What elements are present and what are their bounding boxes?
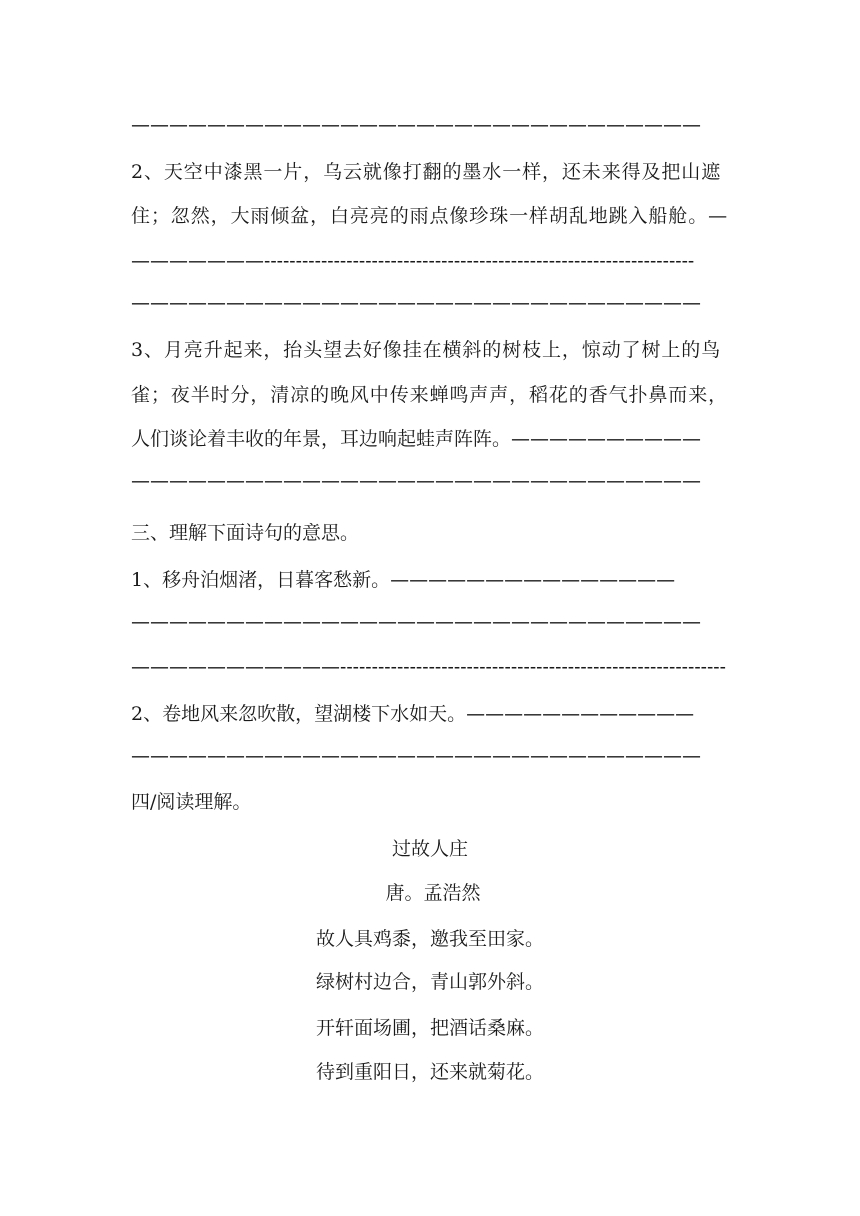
poem-line: 待到重阳日，还来就菊花。 <box>315 1061 544 1083</box>
answer-line: —————————————————————————————— <box>131 470 701 492</box>
answer-rule: ———————————— <box>466 703 695 725</box>
question-3-line-1: 3、月亮升起来，抬头望去好像挂在横斜的树枝上，惊动了树上的鸟 <box>131 339 722 361</box>
section-4-heading: 四/阅读理解。 <box>131 791 252 813</box>
answer-line: —————————————————————————————— <box>131 745 701 767</box>
answer-line: —————————————————————————————— <box>131 292 701 314</box>
answer-line <box>131 653 731 682</box>
poem-title: 过故人庄 <box>391 838 468 860</box>
answer-dashes: ------------------------------------------------------------- <box>340 657 726 678</box>
section-3-heading: 三、理解下面诗句的意思。 <box>131 522 360 544</box>
question-3-line-3 <box>131 425 731 453</box>
answer-line: —————————————————————————————— <box>131 611 701 633</box>
question-2-line-2: 住；忽然，大雨倾盆，白亮亮的雨点像珍珠一样胡乱地跳入船舱。— <box>131 205 729 227</box>
poem-line-prompt: 1、移舟泊烟渚，日暮客愁新。 <box>131 569 391 591</box>
answer-rule: —————————— <box>511 428 702 450</box>
question-3-line-2: 雀；夜半时分，清凉的晚风中传来蝉鸣声声，稻花的香气扑鼻而来， <box>131 384 729 406</box>
question-2-answer-line <box>131 247 731 276</box>
section-3-item-1 <box>131 566 731 594</box>
answer-rule: ——————— <box>131 250 264 272</box>
poem-line: 开轩面场圃，把酒话桑麻。 <box>315 1017 544 1039</box>
poem-line: 绿树村边合，青山郭外斜。 <box>315 971 544 993</box>
answer-line: —————————————————————————————— <box>131 114 701 136</box>
answer-dashes: -------------------------------------------------------------------- <box>264 251 695 272</box>
poem-line: 故人具鸡黍，邀我至田家。 <box>315 928 544 950</box>
answer-rule: ——————————————— <box>390 569 676 591</box>
question-3-text: 人们谈论着丰收的年景，耳边响起蛙声阵阵。 <box>131 428 512 450</box>
answer-rule: ——————————— <box>131 656 340 678</box>
poem-line-prompt: 2、卷地风来忽吹散，望湖楼下水如天。 <box>131 703 467 725</box>
section-3-item-2 <box>131 700 731 728</box>
question-2-line-1: 2、天空中漆黑一片，乌云就像打翻的墨水一样，还未来得及把山遮 <box>131 161 722 183</box>
poem-author: 唐。孟浩然 <box>385 882 481 904</box>
